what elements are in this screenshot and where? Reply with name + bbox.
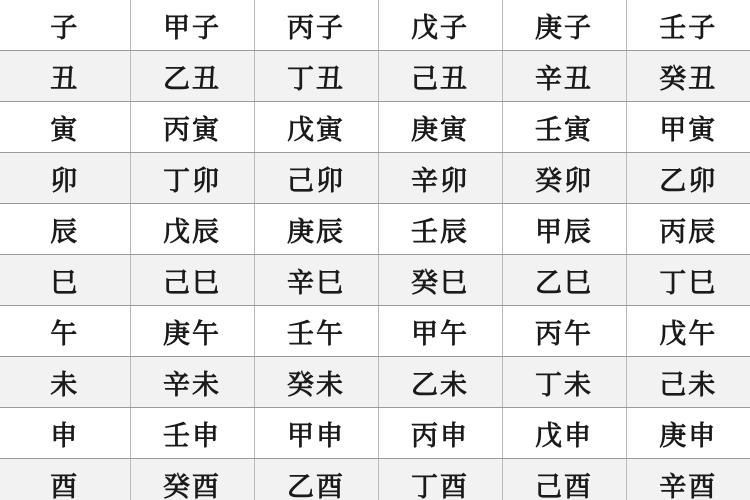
table-cell: 丁酉 (378, 459, 502, 500)
table-cell: 丙午 (502, 306, 626, 357)
table-cell: 甲寅 (626, 102, 750, 153)
table-cell: 庚寅 (378, 102, 502, 153)
table-cell: 戊申 (502, 408, 626, 459)
table-cell: 庚子 (502, 0, 626, 51)
table-cell-branch: 子 (0, 0, 130, 51)
table-cell: 己巳 (130, 255, 254, 306)
table-cell-branch: 酉 (0, 459, 130, 500)
table-cell: 庚申 (626, 408, 750, 459)
table-cell-branch: 丑 (0, 51, 130, 102)
table-row (0, 102, 750, 153)
table-cell: 乙酉 (254, 459, 378, 500)
table-cell: 己未 (626, 357, 750, 408)
table-cell: 庚午 (130, 306, 254, 357)
table-cell: 癸卯 (502, 153, 626, 204)
table-cell: 丁丑 (254, 51, 378, 102)
table-cell: 辛未 (130, 357, 254, 408)
table-row (0, 357, 750, 408)
table-row (0, 306, 750, 357)
table-cell: 戊午 (626, 306, 750, 357)
table-row (0, 153, 750, 204)
table-cell: 甲申 (254, 408, 378, 459)
table-cell: 丁未 (502, 357, 626, 408)
table-row (0, 51, 750, 102)
table-cell: 癸未 (254, 357, 378, 408)
table-cell-branch: 卯 (0, 153, 130, 204)
table-cell: 乙卯 (626, 153, 750, 204)
table-cell: 壬寅 (502, 102, 626, 153)
table-cell: 丁卯 (130, 153, 254, 204)
table-cell-branch: 巳 (0, 255, 130, 306)
table-cell: 乙未 (378, 357, 502, 408)
table-cell-branch: 申 (0, 408, 130, 459)
table-cell: 癸酉 (130, 459, 254, 500)
table-cell: 丙申 (378, 408, 502, 459)
table-cell: 己卯 (254, 153, 378, 204)
table-cell: 壬申 (130, 408, 254, 459)
table-row (0, 459, 750, 500)
table-cell: 戊辰 (130, 204, 254, 255)
table-cell-branch: 寅 (0, 102, 130, 153)
table-cell: 己丑 (378, 51, 502, 102)
table-cell: 癸巳 (378, 255, 502, 306)
table-cell: 丙子 (254, 0, 378, 51)
table-cell: 癸丑 (626, 51, 750, 102)
table-cell: 戊子 (378, 0, 502, 51)
table-cell: 甲午 (378, 306, 502, 357)
table-cell: 辛酉 (626, 459, 750, 500)
table-cell: 丙辰 (626, 204, 750, 255)
table-cell-branch: 午 (0, 306, 130, 357)
table-cell: 壬辰 (378, 204, 502, 255)
table-cell: 乙丑 (130, 51, 254, 102)
table-cell: 乙巳 (502, 255, 626, 306)
table-row (0, 204, 750, 255)
table-row (0, 408, 750, 459)
table-row (0, 0, 750, 51)
table-cell-branch: 未 (0, 357, 130, 408)
table-cell-branch: 辰 (0, 204, 130, 255)
table-cell: 辛卯 (378, 153, 502, 204)
table-cell: 己酉 (502, 459, 626, 500)
table-cell: 壬子 (626, 0, 750, 51)
table-cell: 庚辰 (254, 204, 378, 255)
table-cell: 丙寅 (130, 102, 254, 153)
table-row (0, 255, 750, 306)
table-cell: 戊寅 (254, 102, 378, 153)
table-cell: 辛丑 (502, 51, 626, 102)
table-cell: 丁巳 (626, 255, 750, 306)
table-cell: 甲子 (130, 0, 254, 51)
table-cell: 辛巳 (254, 255, 378, 306)
table-cell: 甲辰 (502, 204, 626, 255)
table-cell: 壬午 (254, 306, 378, 357)
